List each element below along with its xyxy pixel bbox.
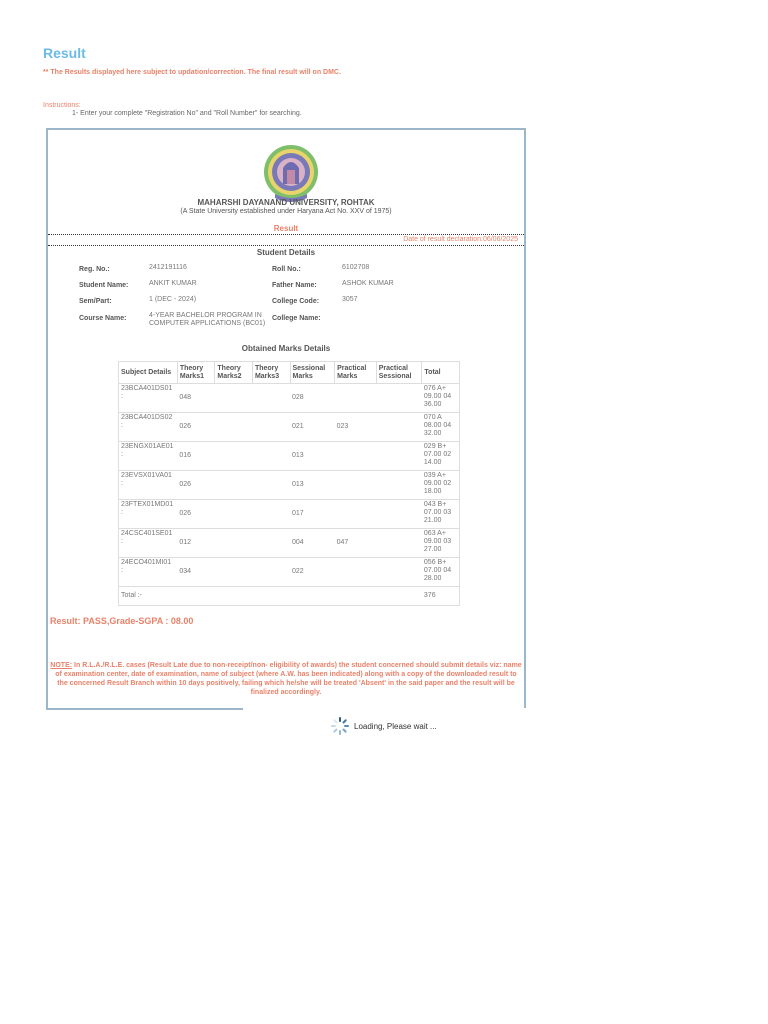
subject-cell bbox=[119, 558, 178, 587]
subject-cell bbox=[119, 471, 178, 500]
instructions-label: Instructions: bbox=[43, 102, 81, 109]
father-name-label: Father Name: bbox=[272, 282, 317, 289]
table-row bbox=[119, 558, 460, 587]
column-header: Theory Marks2 bbox=[215, 362, 253, 384]
sessional-cell: 017 bbox=[290, 500, 335, 529]
theory3-cell bbox=[252, 442, 290, 471]
practical-cell: 047 bbox=[335, 529, 377, 558]
note-paragraph bbox=[50, 661, 522, 697]
theory3-cell bbox=[252, 413, 290, 442]
sessional-cell: 028 bbox=[290, 384, 335, 413]
subject-cell bbox=[119, 413, 178, 442]
theory1-cell: 026 bbox=[177, 413, 215, 442]
college-code-value: 3057 bbox=[342, 296, 358, 303]
empty-cell bbox=[177, 587, 215, 606]
subject-suffix: : bbox=[121, 393, 123, 400]
final-result-text: Result: PASS,Grade-SGPA : 08.00 bbox=[50, 616, 194, 626]
reg-no-value: 2412191116 bbox=[149, 264, 187, 271]
sem-part-label: Sem/Part: bbox=[79, 298, 112, 305]
theory1-cell: 016 bbox=[177, 442, 215, 471]
disclaimer-text: ** The Results displayed here subject to updation/correction. The final result will on DMC. bbox=[43, 69, 341, 76]
subject-cell bbox=[119, 442, 178, 471]
loading-text: Loading, Please wait ... bbox=[354, 721, 437, 731]
empty-cell bbox=[290, 587, 335, 606]
practical-sessional-cell bbox=[376, 471, 422, 500]
sessional-cell: 021 bbox=[290, 413, 335, 442]
theory1-cell: 026 bbox=[177, 500, 215, 529]
subject-suffix: : bbox=[121, 509, 123, 516]
sessional-cell: 013 bbox=[290, 442, 335, 471]
column-header: Sessional Marks bbox=[290, 362, 335, 384]
practical-cell: 023 bbox=[335, 413, 377, 442]
note-text: In R.L.A./R.L.E. cases (Result Late due to non-receipt/non- eligibility of awards) the student concerned should submit details viz: name of examination center, date of examination, name of subject (where A.W. has been indicated) along with a copy of the downloaded result to the concerned Result Branch within 10 days positively, failing which he/she will be treated 'Absent' in the said paper and the result will be finalized accordingly. bbox=[55, 662, 522, 696]
grand-total-value: 376 bbox=[422, 587, 460, 606]
theory2-cell bbox=[215, 471, 253, 500]
obtained-marks-title: Obtained Marks Details bbox=[241, 344, 331, 353]
result-heading: Result bbox=[273, 224, 299, 233]
theory2-cell bbox=[215, 442, 253, 471]
result-card bbox=[46, 128, 526, 710]
column-header: Theory Marks1 bbox=[177, 362, 215, 384]
theory2-cell bbox=[215, 384, 253, 413]
subject-suffix: : bbox=[121, 480, 123, 487]
column-header: Practical Marks bbox=[335, 362, 377, 384]
table-row bbox=[119, 384, 460, 413]
empty-cell bbox=[215, 587, 253, 606]
theory3-cell bbox=[252, 471, 290, 500]
table-row bbox=[119, 529, 460, 558]
loading-indicator bbox=[330, 716, 437, 736]
subject-suffix: : bbox=[121, 422, 123, 429]
empty-cell bbox=[376, 587, 422, 606]
subject-code: 23FTEX01MD01 bbox=[121, 501, 174, 508]
theory2-cell bbox=[215, 413, 253, 442]
total-cell: 043 B+ 07.00 03 21.00 bbox=[422, 500, 460, 529]
column-header: Subject Details bbox=[119, 362, 178, 384]
table-row bbox=[119, 442, 460, 471]
subject-code: 24CSC401SE01 bbox=[121, 530, 173, 537]
subject-cell bbox=[119, 384, 178, 413]
practical-cell bbox=[335, 442, 377, 471]
total-cell: 063 A+ 09.00 03 27.00 bbox=[422, 529, 460, 558]
father-name-value: ASHOK KUMAR bbox=[342, 280, 394, 287]
table-row bbox=[119, 413, 460, 442]
total-cell: 056 B+ 07.00 04 28.00 bbox=[422, 558, 460, 587]
marks-table bbox=[118, 361, 460, 606]
instruction-item: 1- Enter your complete "Registration No" and "Roll Number" for searching. bbox=[72, 110, 302, 117]
subject-suffix: : bbox=[121, 538, 123, 545]
theory2-cell bbox=[215, 558, 253, 587]
course-name-label: Course Name: bbox=[79, 315, 127, 322]
subject-suffix: : bbox=[121, 567, 123, 574]
college-code-label: College Code: bbox=[272, 298, 320, 305]
university-logo-icon bbox=[261, 144, 321, 206]
practical-sessional-cell bbox=[376, 384, 422, 413]
marks-header-row bbox=[119, 362, 460, 384]
total-cell: 076 A+ 09.00 04 36.00 bbox=[422, 384, 460, 413]
column-header: Total bbox=[422, 362, 460, 384]
student-name-value: ANKIT KUMAR bbox=[149, 280, 197, 287]
practical-sessional-cell bbox=[376, 413, 422, 442]
theory1-cell: 026 bbox=[177, 471, 215, 500]
student-name-label: Student Name: bbox=[79, 282, 129, 289]
sessional-cell: 022 bbox=[290, 558, 335, 587]
practical-cell bbox=[335, 558, 377, 587]
subject-code: 23BCA401DS02 bbox=[121, 414, 173, 421]
university-name: MAHARSHI DAYANAND UNIVERSITY, ROHTAK bbox=[197, 198, 375, 207]
sem-part-value: 1 (DEC - 2024) bbox=[149, 296, 197, 303]
college-name-label: College Name: bbox=[272, 315, 321, 322]
empty-cell bbox=[335, 587, 377, 606]
theory3-cell bbox=[252, 500, 290, 529]
subject-suffix: : bbox=[121, 451, 123, 458]
practical-sessional-cell bbox=[376, 529, 422, 558]
practical-sessional-cell bbox=[376, 500, 422, 529]
theory1-cell: 012 bbox=[177, 529, 215, 558]
spinner-icon bbox=[330, 716, 350, 736]
note-label: NOTE: bbox=[50, 662, 73, 669]
total-row bbox=[119, 587, 460, 606]
theory1-cell: 048 bbox=[177, 384, 215, 413]
total-cell: 070 A 08.00 04 32.00 bbox=[422, 413, 460, 442]
subject-code: 24ECO401MI01 bbox=[121, 559, 172, 566]
table-row bbox=[119, 471, 460, 500]
subject-cell bbox=[119, 529, 178, 558]
student-details-title: Student Details bbox=[256, 248, 316, 257]
theory2-cell bbox=[215, 500, 253, 529]
theory3-cell bbox=[252, 558, 290, 587]
theory3-cell bbox=[252, 529, 290, 558]
dotted-divider bbox=[48, 234, 524, 235]
theory3-cell bbox=[252, 384, 290, 413]
practical-sessional-cell bbox=[376, 442, 422, 471]
reg-no-label: Reg. No.: bbox=[79, 266, 110, 273]
subject-code: 23ENGX01AE01 bbox=[121, 443, 174, 450]
theory2-cell bbox=[215, 529, 253, 558]
frame-gap bbox=[243, 708, 528, 712]
practical-sessional-cell bbox=[376, 558, 422, 587]
subject-cell bbox=[119, 500, 178, 529]
roll-no-value: 6102708 bbox=[342, 264, 370, 271]
result-declaration-date: Date of result declaration:06/06/2025 bbox=[403, 236, 518, 243]
column-header: Theory Marks3 bbox=[252, 362, 290, 384]
roll-no-label: Roll No.: bbox=[272, 266, 301, 273]
subject-code: 23BCA401DS01 bbox=[121, 385, 173, 392]
page-title: Result bbox=[43, 45, 86, 61]
total-cell: 039 A+ 09.00 02 18.00 bbox=[422, 471, 460, 500]
total-cell: 029 B+ 07.00 02 14.00 bbox=[422, 442, 460, 471]
course-name-value: 4-YEAR BACHELOR PROGRAM IN COMPUTER APPLICATIONS (BC01) bbox=[149, 312, 266, 327]
practical-cell bbox=[335, 471, 377, 500]
practical-cell bbox=[335, 500, 377, 529]
total-label: Total :- bbox=[119, 587, 178, 606]
column-header: Practical Sessional bbox=[376, 362, 422, 384]
subject-code: 23EVSX01VA01 bbox=[121, 472, 172, 479]
university-subtitle: (A State University established under Haryana Act No. XXV of 1975) bbox=[180, 208, 392, 215]
sessional-cell: 013 bbox=[290, 471, 335, 500]
empty-cell bbox=[252, 587, 290, 606]
practical-cell bbox=[335, 384, 377, 413]
dotted-divider bbox=[48, 245, 524, 246]
table-row bbox=[119, 500, 460, 529]
sessional-cell: 004 bbox=[290, 529, 335, 558]
theory1-cell: 034 bbox=[177, 558, 215, 587]
